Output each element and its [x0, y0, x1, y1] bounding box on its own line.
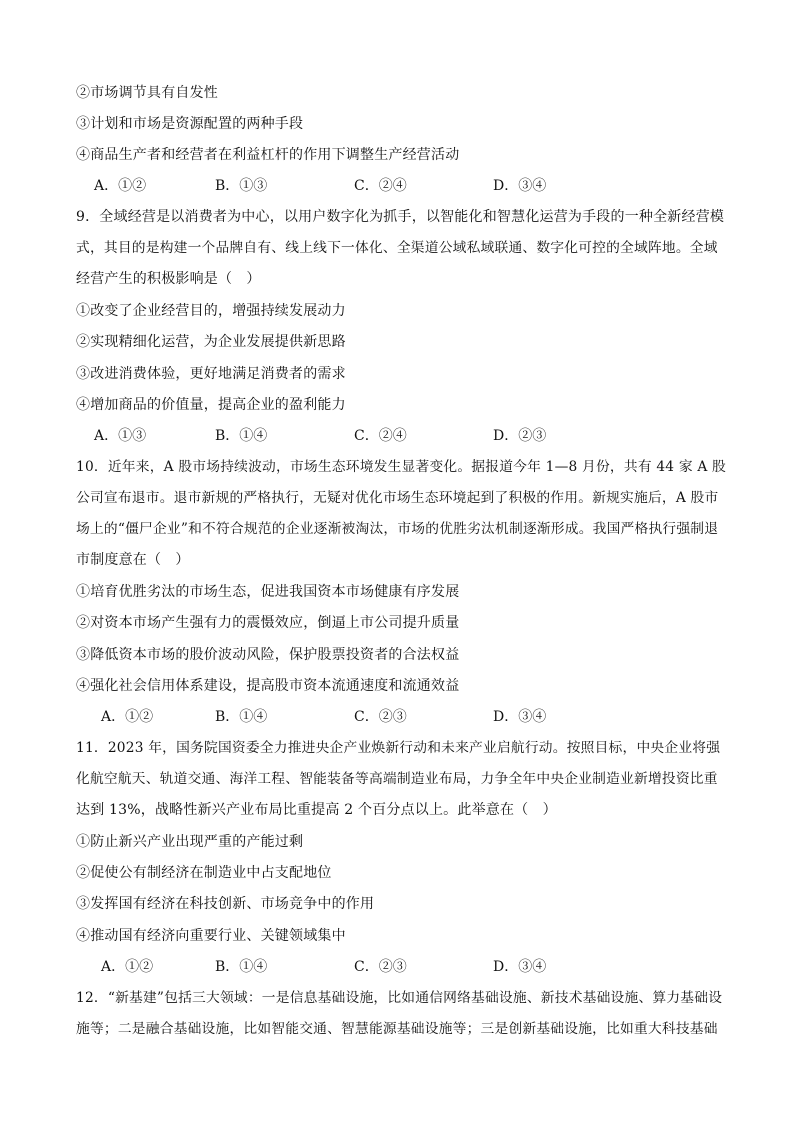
q10-option-b: B．①④ — [215, 709, 268, 725]
q10-stem-line-2: 公司宣布退市。退市新规的严格执行，无疑对优化市场生态环境起到了积极的作用。新规实施后，A 股市 — [76, 490, 719, 506]
q10-statement-4: ④强化社会信用体系建设，提高股市资本流通速度和流通效益 — [76, 678, 460, 694]
q8-option-d: D．③④ — [493, 178, 547, 194]
q11-statement-4: ④推动国有经济向重要行业、关键领域集中 — [76, 928, 346, 944]
q9-option-c: C．②④ — [354, 428, 407, 444]
q11-option-c: C．②③ — [354, 959, 407, 975]
q11-stem-line-1: 11．2023 年，国务院国资委全力推进央企产业焕新行动和未来产业启航行动。按照目标，中央企业将强 — [76, 740, 721, 756]
q12-stem-line-2: 施等；二是融合基础设施，比如智能交通、智慧能源基础设施等；三是创新基础设施，比如重大科技基础 — [76, 1021, 718, 1037]
q8-option-a: A．①② — [94, 178, 147, 194]
q9-stem-line-2: 式，其目的是构建一个品牌自有、线上线下一体化、全渠道公域私域联通、数字化可控的全域阵地。全域 — [76, 240, 718, 256]
q10-statement-3: ③降低资本市场的股价波动风险，保护股票投资者的合法权益 — [76, 647, 460, 663]
q9-option-b: B．①④ — [215, 428, 268, 444]
q8-statement-2: ②市场调节具有自发性 — [76, 85, 218, 101]
q9-statement-1: ①改变了企业经营目的，增强持续发展动力 — [76, 303, 346, 319]
q9-option-d: D．②③ — [493, 428, 547, 444]
q10-option-c: C．②③ — [354, 709, 407, 725]
q8-statement-3: ③计划和市场是资源配置的两种手段 — [76, 116, 304, 132]
q12-stem-line-1: 12．“新基建”包括三大领域：一是信息基础设施，比如通信网络基础设施、新技术基础设施、算力基础设 — [76, 990, 723, 1006]
q11-option-b: B．①④ — [215, 959, 268, 975]
q8-option-b: B．①③ — [215, 178, 268, 194]
q8-statement-4: ④商品生产者和经营者在利益杠杆的作用下调整生产经营活动 — [76, 147, 460, 163]
q11-stem-line-2: 化航空航天、轨道交通、海洋工程、智能装备等高端制造业布局，力争全年中央企业制造业新增投资比重 — [76, 771, 718, 787]
q9-stem-line-3: 经营产生的积极影响是（ ） — [76, 271, 261, 287]
q10-option-a: A．①② — [101, 709, 154, 725]
q10-stem-line-4: 市制度意在（ ） — [76, 552, 190, 568]
q9-statement-2: ②实现精细化运营，为企业发展提供新思路 — [76, 334, 346, 350]
q10-option-d: D．③④ — [493, 709, 547, 725]
q9-statement-3: ③改进消费体验，更好地满足消费者的需求 — [76, 366, 346, 382]
q10-stem-line-1: 10．近年来，A 股市场持续波动，市场生态环境发生显著变化。据报道今年 1—8 月份，共有 44 家 A 股 — [76, 459, 726, 475]
q11-statement-1: ①防止新兴产业出现严重的产能过剩 — [76, 834, 304, 850]
q10-statement-1: ①培育优胜劣汰的市场生态，促进我国资本市场健康有序发展 — [76, 584, 460, 600]
q11-option-a: A．①② — [101, 959, 154, 975]
q11-option-d: D．③④ — [493, 959, 547, 975]
q9-stem-line-1: 9．全域经营是以消费者为中心，以用户数字化为抓手，以智能化和智慧化运营为手段的一种全新经营模 — [76, 209, 725, 225]
q10-stem-line-3: 场上的“僵尸企业”和不符合规范的企业逐渐被淘汰，市场的优胜劣汰机制逐渐形成。我国严格执行强制退 — [76, 521, 719, 537]
q11-statement-3: ③发挥国有经济在科技创新、市场竞争中的作用 — [76, 896, 375, 912]
q8-option-c: C．②④ — [354, 178, 407, 194]
q11-stem-line-3: 达到 13%，战略性新兴产业布局比重提高 2 个百分点以上。此举意在（ ） — [76, 802, 557, 818]
q9-option-a: A．①③ — [94, 428, 147, 444]
q11-statement-2: ②促使公有制经济在制造业中占支配地位 — [76, 865, 332, 881]
q10-statement-2: ②对资本市场产生强有力的震慑效应，倒逼上市公司提升质量 — [76, 615, 460, 631]
q9-statement-4: ④增加商品的价值量，提高企业的盈利能力 — [76, 397, 346, 413]
